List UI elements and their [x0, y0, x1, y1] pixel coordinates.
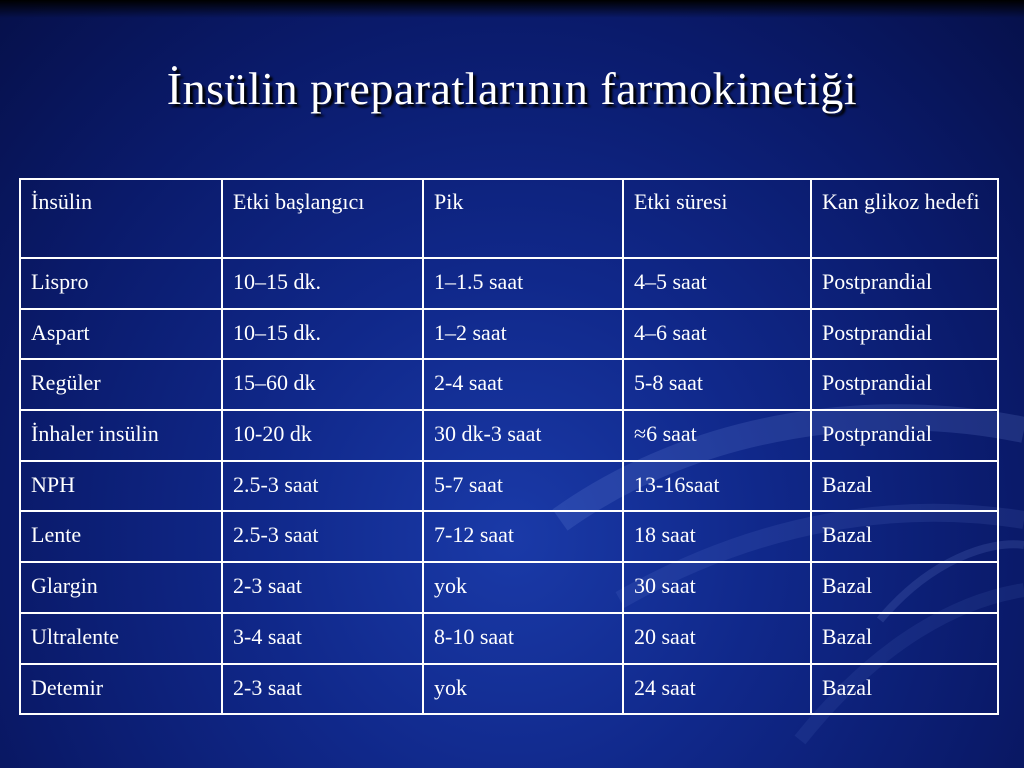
table-cell: Detemir: [20, 664, 222, 715]
slide-title: İnsülin preparatlarının farmokinetiği: [166, 63, 858, 114]
table-cell: 2-3 saat: [222, 562, 423, 613]
table-cell: Aspart: [20, 309, 222, 360]
table-cell: Bazal: [811, 562, 998, 613]
pharmacokinetics-table: [19, 178, 999, 715]
table-cell: İnhaler insülin: [20, 410, 222, 461]
table-cell: Bazal: [811, 511, 998, 562]
table-row: [20, 511, 998, 562]
table-cell: Postprandial: [811, 359, 998, 410]
table-cell: 1–2 saat: [423, 309, 623, 360]
table-cell: 10-20 dk: [222, 410, 423, 461]
table-cell: yok: [423, 664, 623, 715]
table-cell: Postprandial: [811, 258, 998, 309]
table-cell: 30 saat: [623, 562, 811, 613]
table-cell: 8-10 saat: [423, 613, 623, 664]
table-cell: Bazal: [811, 664, 998, 715]
table-row: [20, 309, 998, 360]
table-cell: 1–1.5 saat: [423, 258, 623, 309]
table-cell: 24 saat: [623, 664, 811, 715]
table-cell: 2-3 saat: [222, 664, 423, 715]
table-cell: Lispro: [20, 258, 222, 309]
table-cell: ≈6 saat: [623, 410, 811, 461]
header-cell: Etki süresi: [623, 179, 811, 258]
table-cell: 13-16saat: [623, 461, 811, 512]
table-cell: Postprandial: [811, 410, 998, 461]
header-cell: Kan glikoz hedefi: [811, 179, 998, 258]
table-cell: 2.5-3 saat: [222, 461, 423, 512]
table-cell: 7-12 saat: [423, 511, 623, 562]
header-cell: İnsülin: [20, 179, 222, 258]
table-cell: 4–5 saat: [623, 258, 811, 309]
table-cell: 18 saat: [623, 511, 811, 562]
table-row: [20, 461, 998, 512]
table-row: [20, 562, 998, 613]
table-row: [20, 613, 998, 664]
table-cell: 15–60 dk: [222, 359, 423, 410]
table-row: [20, 258, 998, 309]
table-row: [20, 359, 998, 410]
table-cell: Ultralente: [20, 613, 222, 664]
table-cell: 5-7 saat: [423, 461, 623, 512]
table-cell: 3-4 saat: [222, 613, 423, 664]
top-dark-band: [0, 0, 1024, 18]
table-header-row: [20, 179, 998, 258]
table-cell: NPH: [20, 461, 222, 512]
table-cell: Regüler: [20, 359, 222, 410]
table-cell: Glargin: [20, 562, 222, 613]
table-cell: Postprandial: [811, 309, 998, 360]
table-row: [20, 410, 998, 461]
table-row: [20, 664, 998, 715]
table-cell: 10–15 dk.: [222, 258, 423, 309]
table-cell: 30 dk-3 saat: [423, 410, 623, 461]
header-cell: Etki başlangıcı: [222, 179, 423, 258]
table-cell: 10–15 dk.: [222, 309, 423, 360]
table-cell: Bazal: [811, 613, 998, 664]
table-cell: 2.5-3 saat: [222, 511, 423, 562]
table-cell: Lente: [20, 511, 222, 562]
header-cell: Pik: [423, 179, 623, 258]
table-cell: Bazal: [811, 461, 998, 512]
table-cell: 2-4 saat: [423, 359, 623, 410]
table-cell: yok: [423, 562, 623, 613]
table-cell: 4–6 saat: [623, 309, 811, 360]
table-cell: 5-8 saat: [623, 359, 811, 410]
table-cell: 20 saat: [623, 613, 811, 664]
